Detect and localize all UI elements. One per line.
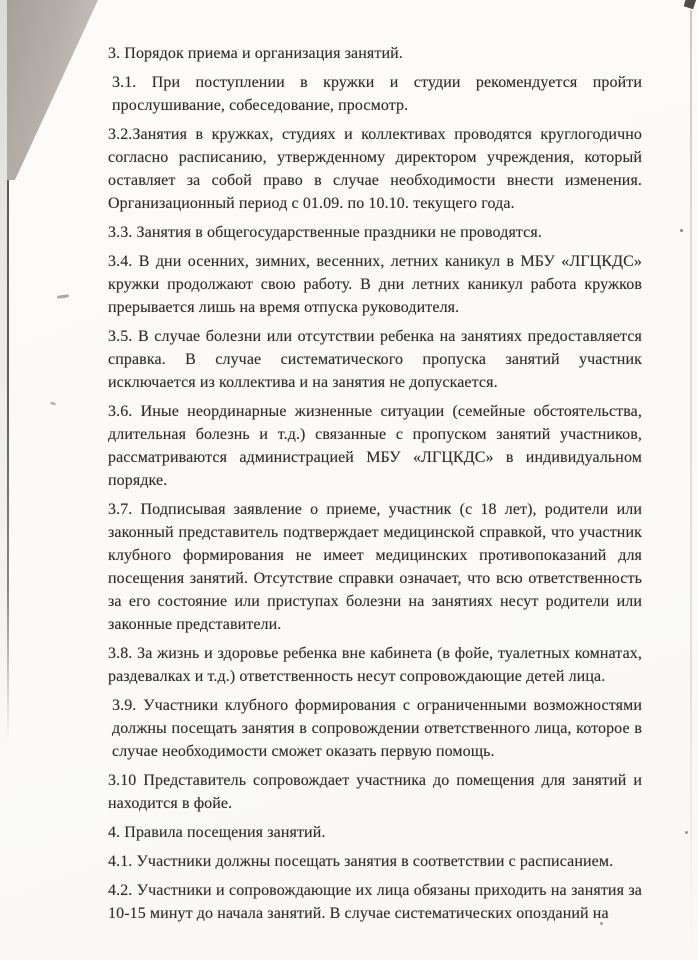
document-paragraph: 3.1. При поступлении в кружки и студии рекомендуется пройти прослушивание, собеседование, просмотр. [112,74,642,114]
scan-speck [685,831,688,834]
document-paragraph: 4.2. Участники и сопровождающие их лица обязаны приходить на занятия за 10-15 минут до начала занятий. В случае систематических опозданий на [108,882,642,922]
document-paragraph: 3.6. Иные неординарные жизненные ситуации (семейные обстоятельства, длительная болезнь и т.д.) связанные с пропуском занятий участников, рассматриваются администрацией МБУ «ЛГЦКДС» в индивидуальном порядке. [108,403,642,489]
document-paragraph: 3. Порядок приема и организация занятий. [108,45,403,62]
left-scan-margin [0,0,7,760]
scan-speck [50,401,57,406]
document-paragraph: 3.10 Представитель сопровождает участника до помещения для занятий и находится в фойе. [108,772,642,812]
folded-corner-artifact [0,0,120,182]
document-paragraph: 3.4. В дни осенних, зимних, весенних, летних каникул в МБУ «ЛГЦКДС» кружки продолжают свою работу. В дни летних каникул работа кружков прерывается лишь на время отпуска руководителя. [108,253,642,316]
document-paragraph: 3.8. За жизнь и здоровье ребенка вне кабинета (в фойе, туалетных комнатах, раздевалках и т.д.) ответственность несут сопровождающие детей лица. [108,645,642,685]
document-text-block [108,42,642,931]
document-paragraph: 3.3. Занятия в общегосударственные праздники не проводятся. [108,224,542,241]
document-paragraph: 3.5. В случае болезни или отсутствии ребенка на занятиях предоставляется справка. В случае систематического пропуска занятий участник исключается из коллектива и на занятия не допускается. [108,328,642,391]
scan-speck [57,294,69,299]
document-paragraph: 3.9. Участники клубного формирования с ограниченными возможностями должны посещать занятия в сопровождении ответственного лица, которое в случае необходимости сможет оказать первую помощь. [112,697,642,760]
document-paragraph: 3.7. Подписывая заявление о приеме, участник (с 18 лет), родители или законный представитель подтверждает медицинской справкой, что участник клубного формирования не имеет медицинских противопоказаний для посещения занятий. Отсутствие справки означает, что всю ответственность за его состояние или приступах болезни на занятиях несут родители или законные представители. [108,501,642,633]
document-paragraph: 3.2.Занятия в кружках, студиях и коллективах проводятся круглогодично согласно расписанию, утвержденному директором учреждения, который оставляет за собой право в случае необходимости внести изменения. Организационный период с 01.09. по 10.10. текущего года. [108,126,642,212]
document-paragraph: 4.1. Участники должны посещать занятия в соответствии с расписанием. [108,853,614,870]
document-paragraph: 4. Правила посещения занятий. [108,824,326,841]
scan-speck [680,229,683,232]
right-page-edge-line [690,10,692,960]
scan-corner-mark [684,0,697,9]
